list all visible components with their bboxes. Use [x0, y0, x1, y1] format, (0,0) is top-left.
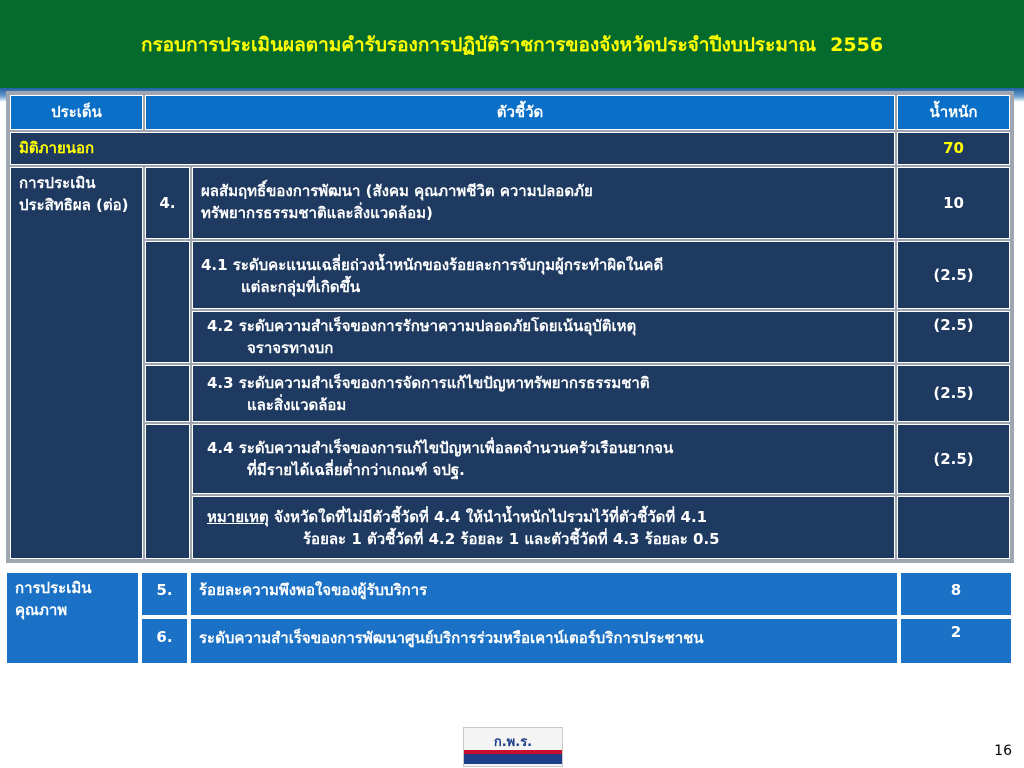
- indicator-4-3-text: [192, 365, 895, 422]
- header-weight: น้ำหนัก: [897, 95, 1010, 130]
- indicator-4-1-line1: 4.1 ระดับคะแนนเฉลี่ยถ่วงน้ำหนักของร้อยละการจับกุมผู้กระทำผิดในคดี: [201, 256, 664, 274]
- external-dimension-weight: 70: [897, 132, 1010, 165]
- indicator-4-4-weight: (2.5): [897, 424, 1010, 494]
- indicator-4-1-text: [192, 241, 895, 309]
- weight-note-line2: ร้อยละ 1 ตัวชี้วัดที่ 4.2 ร้อยละ 1 และตัวชี้วัดที่ 4.3 ร้อยละ 0.5: [303, 530, 720, 548]
- indicator-4-3-line1: 4.3 ระดับความสำเร็จของการจัดการแก้ไขปัญหาทรัพยากรธรรมชาติ: [207, 374, 650, 392]
- indicator-4-4-text: [192, 424, 895, 494]
- indicator-number: 4.: [145, 167, 190, 239]
- indicator-6-text: ระดับความสำเร็จของการพัฒนาศูนย์บริการร่วมหรือเคาน์เตอร์บริการประชาชน: [190, 618, 898, 664]
- indicator-4-3-weight: (2.5): [897, 365, 1010, 422]
- indicator-4-2-weight: (2.5): [897, 311, 1010, 363]
- effectiveness-issue-label: การประเมินประสิทธิผล (ต่อ): [10, 167, 143, 559]
- indicator-4-2-text: [192, 311, 895, 363]
- indicator-4-1-line2: แต่ละกลุ่มที่เกิดขึ้น: [241, 278, 361, 296]
- indicator-4-3-line2: และสิ่งแวดล้อม: [247, 396, 347, 414]
- slide-title-year: 2556: [830, 34, 884, 56]
- indicator-4-line2: ทรัพยากรธรรมชาติและสิ่งแวดล้อม): [201, 204, 433, 222]
- indicator-4-4-line2: ที่มีรายได้เฉลี่ยต่ำกว่าเกณฑ์ จปฐ.: [247, 461, 465, 479]
- indicator-number-blank: [145, 424, 190, 559]
- weight-note-heading: หมายเหตุ: [207, 508, 269, 526]
- indicator-6-weight: 2: [900, 618, 1012, 664]
- slide-header: [0, 0, 1024, 91]
- opdc-logo: [463, 727, 563, 767]
- weight-note: [192, 496, 895, 559]
- quality-issue-label: การประเมินคุณภาพ: [6, 572, 139, 664]
- indicator-6-number: 6.: [141, 618, 188, 664]
- indicator-4-2-line1: 4.2 ระดับความสำเร็จของการรักษาความปลอดภัยโดยเน้นอุบัติเหตุ: [207, 317, 637, 335]
- header-indicator: ตัวชี้วัด: [145, 95, 895, 130]
- indicator-4-text: [192, 167, 895, 239]
- slide-title: [0, 30, 1024, 60]
- indicator-4-2-line2: จราจรทางบก: [247, 339, 334, 357]
- external-dimension-label: มิติภายนอก: [10, 132, 895, 165]
- indicator-5-number: 5.: [141, 572, 188, 616]
- indicator-4-1-weight: (2.5): [897, 241, 1010, 309]
- indicator-4-4-line1: 4.4 ระดับความสำเร็จของการแก้ไขปัญหาเพื่อลดจำนวนครัวเรือนยากจน: [207, 439, 674, 457]
- indicator-number-blank: [145, 241, 190, 363]
- indicator-4-weight: 10: [897, 167, 1010, 239]
- weight-note-blank: [897, 496, 1010, 559]
- indicator-5-text: ร้อยละความพึงพอใจของผู้รับบริการ: [190, 572, 898, 616]
- page-number: 16: [994, 743, 1012, 759]
- slide-title-text: กรอบการประเมินผลตามคำรับรองการปฏิบัติราชการของจังหวัดประจำปีงบประมาณ: [140, 34, 817, 56]
- logo-text: ก.พ.ร.: [493, 735, 533, 750]
- indicator-4-line1: ผลสัมฤทธิ์ของการพัฒนา (สังคม คุณภาพชีวิต ความปลอดภัย: [201, 182, 593, 200]
- weight-note-line1: จังหวัดใดที่ไม่มีตัวชี้วัดที่ 4.4 ให้นำน้ำหนักไปรวมไว้ที่ตัวชี้วัดที่ 4.1: [273, 508, 708, 526]
- logo-stripe-blue: [464, 754, 562, 764]
- header-issue: ประเด็น: [10, 95, 143, 130]
- indicator-5-weight: 8: [900, 572, 1012, 616]
- indicator-number-blank: [145, 365, 190, 422]
